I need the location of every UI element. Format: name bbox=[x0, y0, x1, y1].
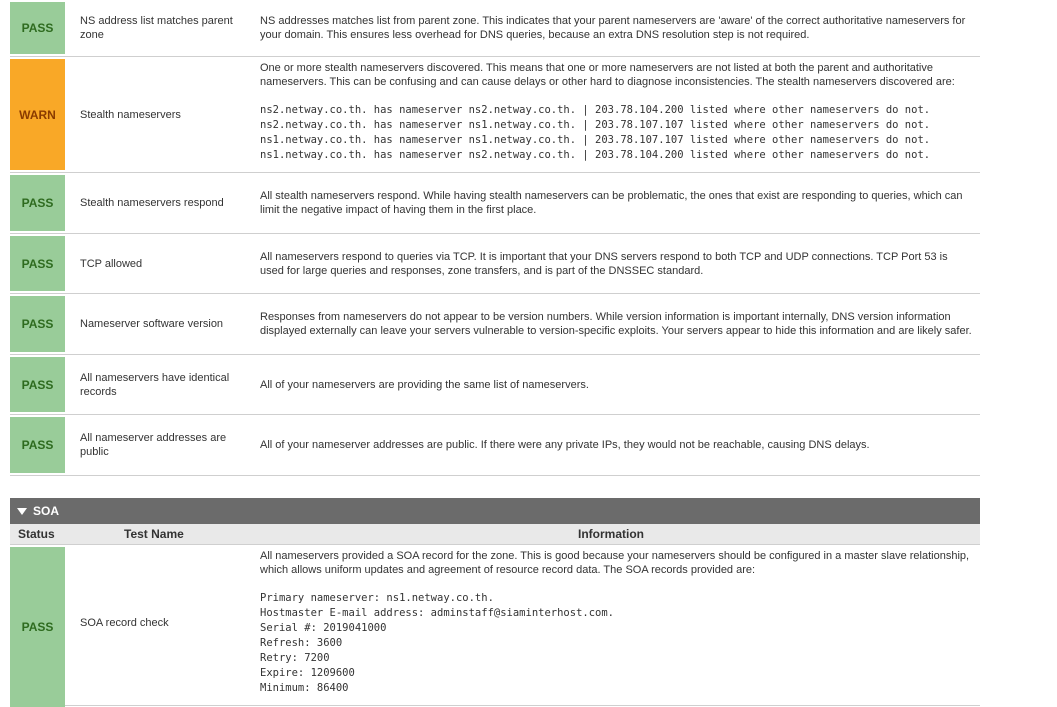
header-status: Status bbox=[18, 527, 55, 541]
table-row bbox=[10, 355, 980, 415]
soa-line: Retry: 7200 bbox=[260, 652, 330, 664]
status-badge: PASS bbox=[10, 357, 65, 412]
status-badge: PASS bbox=[10, 417, 65, 473]
soa-line: Refresh: 3600 bbox=[260, 637, 343, 649]
soa-line: Serial #: 2019041000 bbox=[260, 622, 387, 634]
test-name: Stealth nameservers bbox=[80, 108, 181, 121]
collapse-triangle-icon[interactable] bbox=[17, 508, 27, 515]
test-name: NS address list matches parent zone bbox=[80, 15, 233, 41]
status-badge: PASS bbox=[10, 2, 65, 54]
test-info: Responses from nameservers do not appear to be version numbers. While version information is important internally, DNS version information displayed externally can leave your servers vulnerable to version-specific exploits. Your servers appear to hide this information and are likely safer. bbox=[260, 311, 972, 337]
status-badge: PASS bbox=[10, 296, 65, 352]
header-test-name: Test Name bbox=[124, 527, 184, 541]
table-row bbox=[10, 0, 980, 57]
table-row bbox=[10, 545, 980, 706]
soa-line: Minimum: 86400 bbox=[260, 682, 349, 694]
test-info: NS addresses matches list from parent zone. This indicates that your parent nameservers are 'aware' of the correct authoritative nameservers for your domain. This ensures less overhead for DNS queries, because an extra DNS resolution step is not required. bbox=[260, 15, 966, 41]
stealth-ns-line: ns2.netway.co.th. has nameserver ns2.netway.co.th. | 203.78.104.200 listed where other nameservers do not. bbox=[260, 104, 931, 116]
test-name: Nameserver software version bbox=[80, 318, 224, 330]
table-row bbox=[10, 294, 980, 355]
stealth-ns-line: ns2.netway.co.th. has nameserver ns1.netway.co.th. | 203.78.107.107 listed where other nameservers do not. bbox=[260, 119, 931, 131]
soa-line: Expire: 1209600 bbox=[260, 667, 355, 679]
test-info: All of your nameserver addresses are public. If there were any private IPs, they would not be reachable, causing DNS delays. bbox=[260, 439, 870, 451]
status-badge: WARN bbox=[10, 59, 65, 170]
table-row bbox=[10, 173, 980, 234]
test-name: TCP allowed bbox=[80, 257, 143, 270]
section-title: SOA bbox=[33, 504, 60, 518]
test-info: All of your nameservers are providing the same list of nameservers. bbox=[260, 378, 589, 391]
stealth-ns-line: ns1.netway.co.th. has nameserver ns1.netway.co.th. | 203.78.107.107 listed where other nameservers do not. bbox=[260, 134, 931, 146]
table-row bbox=[10, 415, 980, 476]
info-text: All nameservers provided a SOA record for the zone. This is good because your nameservers should be configured in a master slave relationship, which allows uniform updates and agreement of resource record data. The SOA records provided are: bbox=[260, 550, 970, 576]
test-name: All nameserver addresses are public bbox=[80, 432, 227, 458]
test-info: All stealth nameservers respond. While having stealth nameservers can be problematic, the ones that exist are responding to queries, which can limit the negative impact of having them in the first place. bbox=[260, 190, 963, 216]
test-info: All nameservers respond to queries via TCP. It is important that your DNS servers respond to both TCP and UDP connections. TCP Port 53 is used for large queries and responses, zone transfers, and is part of the DNSSEC standard. bbox=[260, 250, 948, 277]
soa-section-header[interactable] bbox=[10, 498, 980, 524]
test-name: SOA record check bbox=[80, 617, 169, 629]
status-badge: PASS bbox=[10, 547, 65, 707]
table-row bbox=[10, 57, 980, 173]
test-info bbox=[260, 57, 972, 172]
ns-results-table bbox=[10, 0, 980, 476]
stealth-ns-line: ns1.netway.co.th. has nameserver ns2.netway.co.th. | 203.78.104.200 listed where other nameservers do not. bbox=[260, 149, 931, 161]
test-name: Stealth nameservers respond bbox=[80, 197, 224, 209]
soa-line: Hostmaster E-mail address: adminstaff@siaminterhost.com. bbox=[260, 607, 615, 619]
test-info bbox=[260, 545, 972, 705]
info-text: One or more stealth nameservers discovered. This means that one or more nameservers are not listed at both the parent and authoritative nameservers. This can be confusing and can cause delays or other hard to diagnose inconsistencies. The stealth nameservers discovered are: bbox=[260, 62, 955, 88]
status-badge: PASS bbox=[10, 236, 65, 291]
test-name: All nameservers have identical records bbox=[80, 371, 230, 398]
table-header bbox=[10, 524, 980, 545]
status-badge: PASS bbox=[10, 175, 65, 231]
soa-line: Primary nameserver: ns1.netway.co.th. bbox=[260, 592, 494, 604]
header-information: Information bbox=[578, 527, 644, 541]
table-row bbox=[10, 234, 980, 294]
